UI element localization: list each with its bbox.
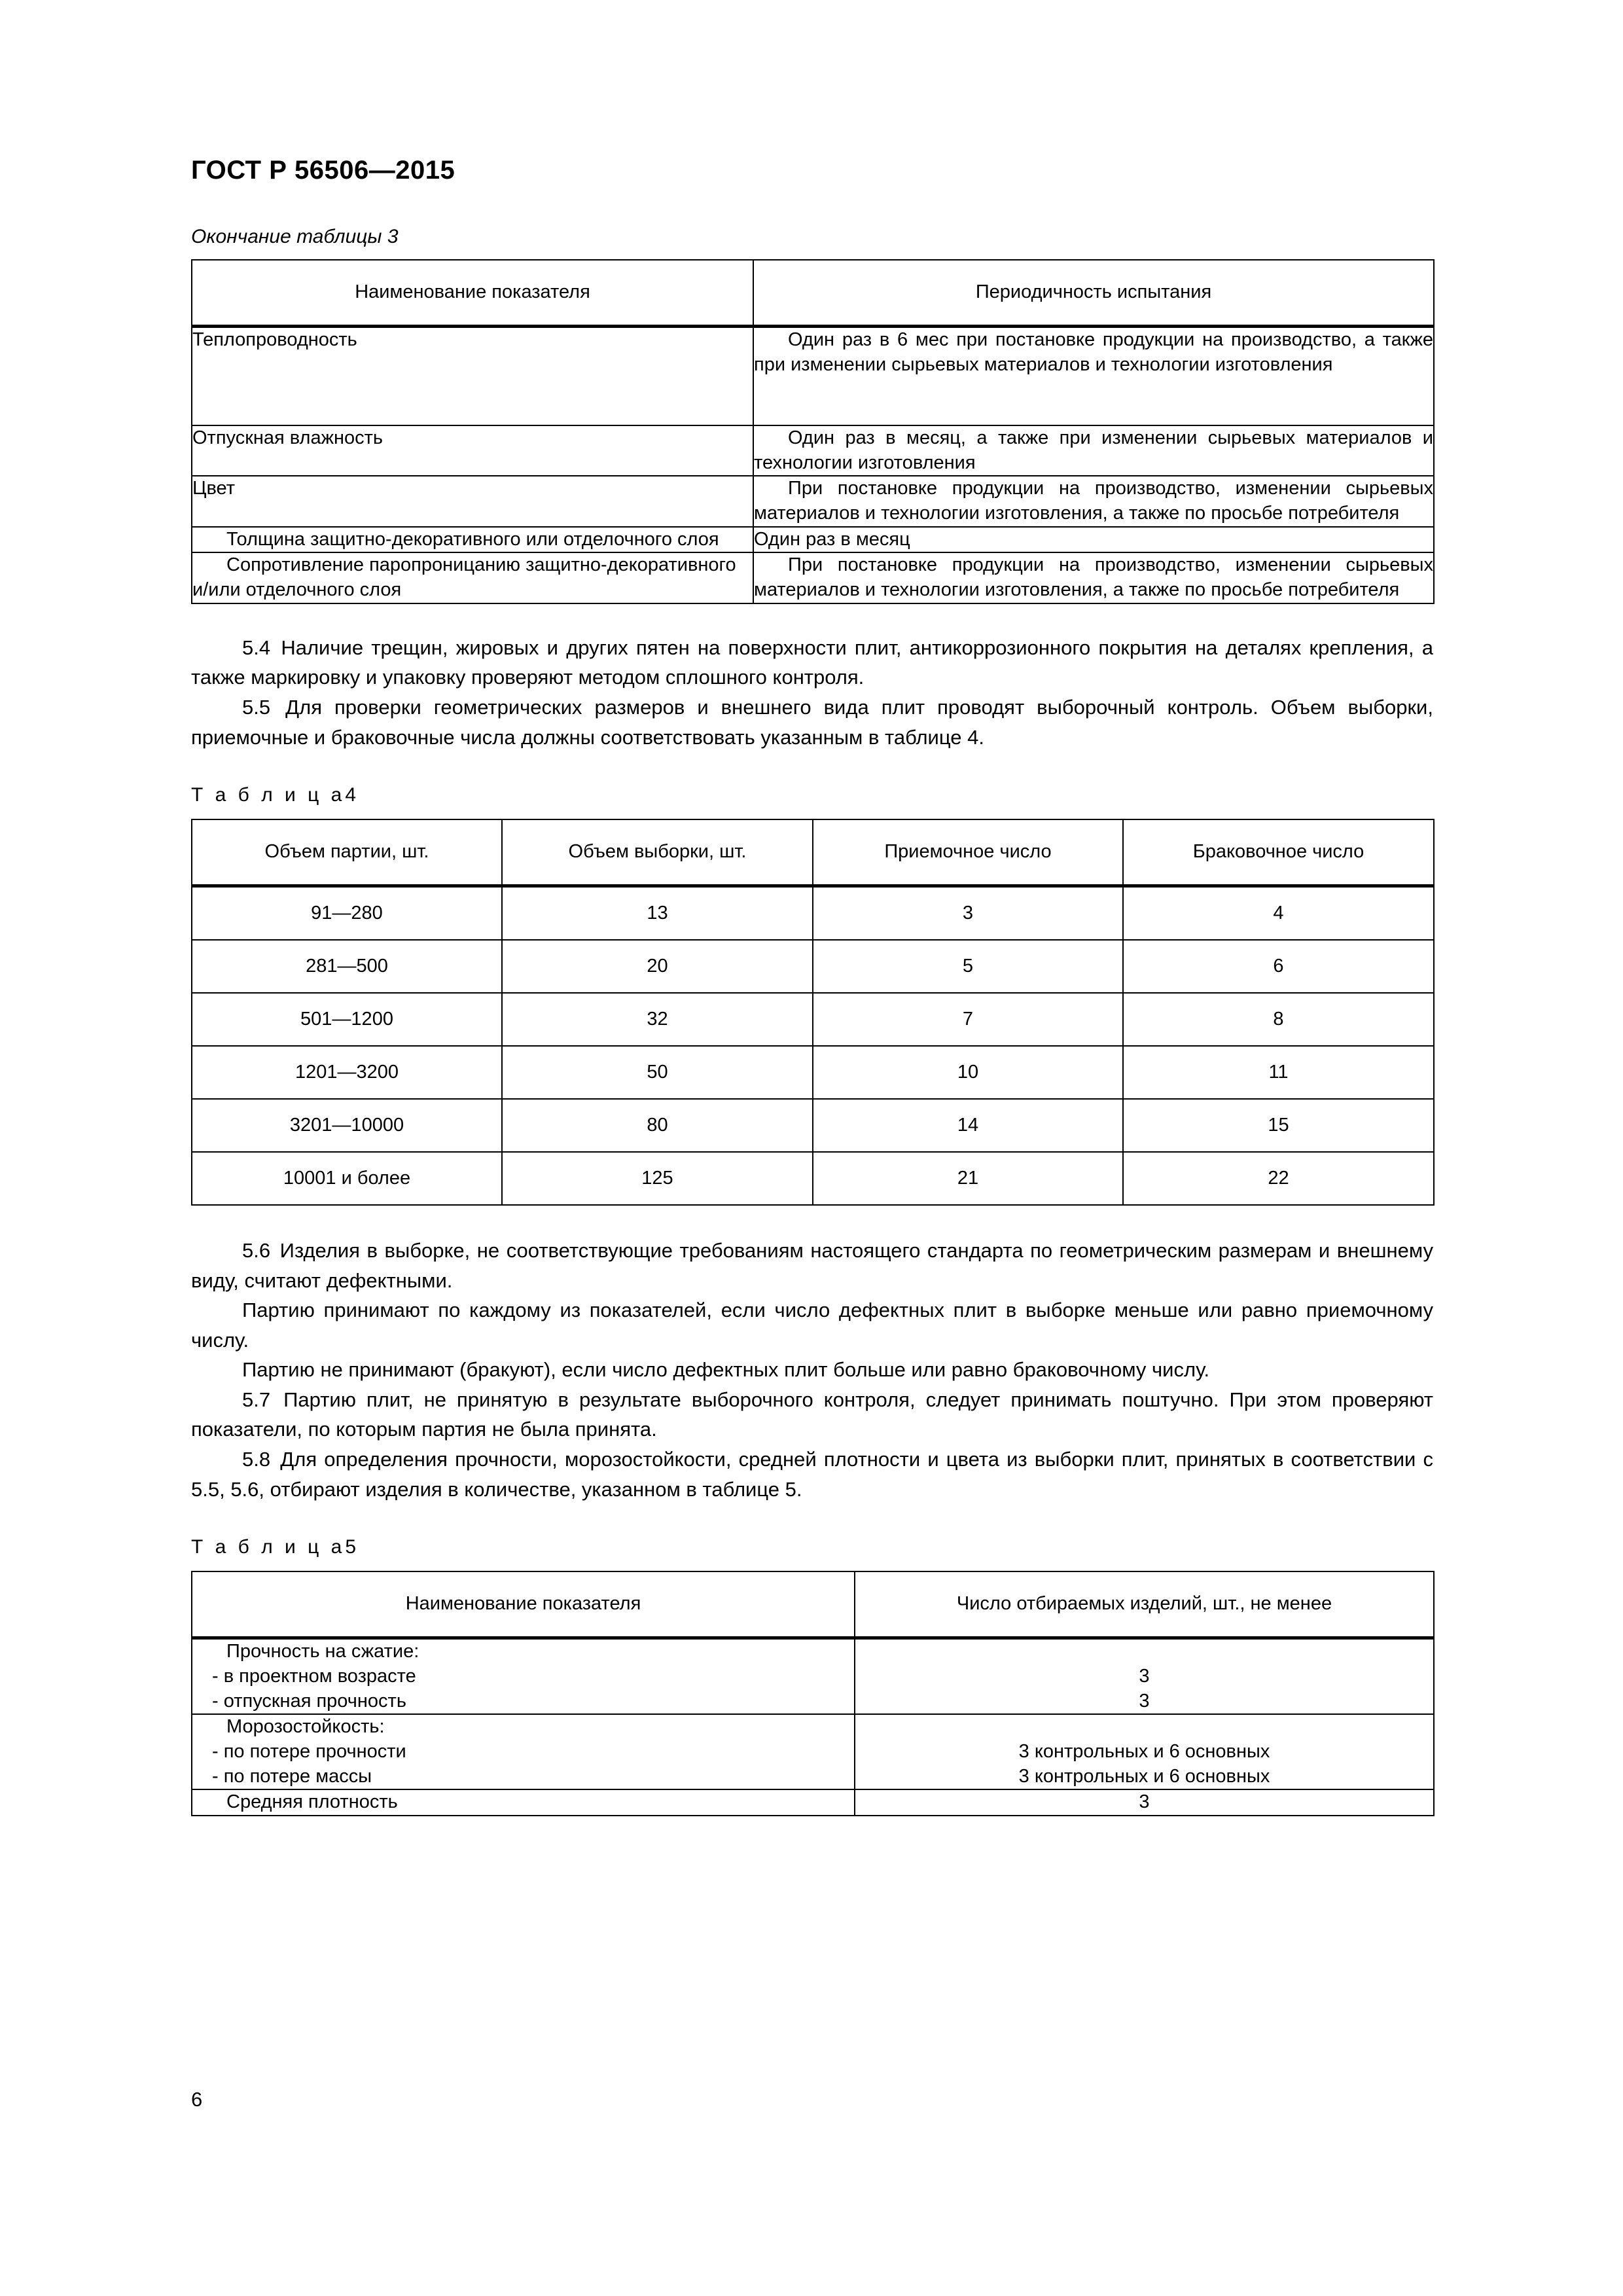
table4-cell: 14 [813, 1099, 1123, 1152]
table5-row-subitem: - по потере массы [212, 1765, 372, 1787]
table4-cell: 3201—10000 [192, 1099, 502, 1152]
paragraph-text: Партию не принимают (бракуют), если число дефектных плит больше или равно браковочному числу. [242, 1358, 1210, 1382]
table5-value: 3 [1139, 1665, 1150, 1687]
table3-cell-indicator: Цвет [192, 478, 235, 499]
table-row [192, 327, 1434, 426]
paragraph-number: 5.5 [242, 695, 271, 719]
table5-header-quantity: Число отбираемых изделий, шт., не менее [855, 1571, 1434, 1638]
table5-caption-label: Т а б л и ц а [191, 1536, 346, 1558]
table5-row-title: Средняя плотность [226, 1791, 398, 1813]
standard-number-header: ГОСТ Р 56506—2015 [191, 156, 455, 185]
paragraph-text: Наличие трещин, жировых и других пятен на поверхности плит, антикоррозионного покрытия на деталях крепления, а также маркировку и упаковку проверяют методом сплошного контроля. [191, 636, 1433, 689]
paragraph-text: Изделия в выборке, не соответствующие требованиям настоящего стандарта по геометрическим размерам и внешнему виду, считают дефектными. [191, 1239, 1433, 1292]
table4-cell: 6 [1123, 940, 1434, 993]
table-row [192, 1152, 1434, 1205]
paragraph-5-8 [191, 1444, 1433, 1504]
table4-cell: 8 [1123, 993, 1434, 1046]
table4-cell: 5 [813, 940, 1123, 993]
table5-row-subitem: - по потере прочности [212, 1740, 406, 1762]
table-row [192, 476, 1434, 526]
table5-value: 3 контрольных и 6 основных [1018, 1765, 1270, 1787]
table4-cell: 10001 и более [192, 1152, 502, 1205]
table3-cell-frequency: Один раз в месяц [754, 528, 910, 550]
paragraph-text: Для определения прочности, морозостойкости, средней плотности и цвета из выборки плит, принятых в соответствии с 5.5, 5.6, отбирают изделия в количестве, указанном в таблице 5. [191, 1448, 1433, 1501]
page-number: 6 [191, 2088, 203, 2111]
table4-caption-label: Т а б л и ц а [191, 784, 346, 806]
table-row [192, 1046, 1434, 1099]
table3-cell-frequency: При постановке продукции на производство, изменении сырьевых материалов и технологии изготовления, а также по просьбе потребителя [754, 478, 1433, 524]
table4-cell: 1201—3200 [192, 1046, 502, 1099]
table3-cell-indicator: Толщина защитно-декоративного или отделочного слоя [226, 528, 719, 550]
table-row [192, 1789, 1434, 1816]
table4-cell: 13 [502, 886, 813, 941]
table3-header-frequency: Периодичность испытания [753, 260, 1434, 327]
table-row [192, 552, 1434, 603]
table4-cell: 32 [502, 993, 813, 1046]
table4-cell: 10 [813, 1046, 1123, 1099]
table5-row-title: Морозостойкость: [226, 1716, 385, 1738]
table-row [192, 886, 1434, 941]
table4-cell: 7 [813, 993, 1123, 1046]
table-row [192, 527, 1434, 553]
paragraph-number: 5.6 [242, 1239, 271, 1263]
table-5 [191, 1571, 1435, 1816]
table4-cell: 80 [502, 1099, 813, 1152]
table4-cell: 15 [1123, 1099, 1434, 1152]
table-header-row [192, 819, 1434, 886]
table-row [192, 1714, 1434, 1789]
table-row [192, 940, 1434, 993]
table4-cell: 3 [813, 886, 1123, 941]
table-row [192, 425, 1434, 476]
table4-caption [191, 783, 1433, 807]
table-3-continued [191, 259, 1435, 604]
table3-cell-indicator: Отпускная влажность [192, 427, 383, 448]
table4-cell: 91—280 [192, 886, 502, 941]
table4-cell: 281—500 [192, 940, 502, 993]
table-header-row [192, 260, 1434, 327]
paragraph-number: 5.8 [242, 1448, 271, 1471]
table3-cell-frequency: Один раз в 6 мес при постановке продукции на производство, а также при изменении сырьевых материалов и технологии изготовления [754, 329, 1433, 375]
page-content [191, 0, 1433, 1816]
table4-cell: 4 [1123, 886, 1434, 941]
table4-cell: 11 [1123, 1046, 1434, 1099]
table5-row-title: Прочность на сжатие: [226, 1641, 419, 1662]
paragraph-number: 5.7 [242, 1388, 271, 1411]
table5-caption-number: 5 [345, 1536, 357, 1558]
table3-cell-indicator: Сопротивление паропроницанию защитно-декоративного и/или отделочного слоя [192, 554, 736, 601]
table5-caption [191, 1535, 1433, 1559]
paragraph-number: 5.4 [242, 636, 271, 659]
table-row [192, 993, 1434, 1046]
table4-header-sample-size: Объем выборки, шт. [502, 819, 813, 886]
table3-continuation-caption: Окончание таблицы 3 [191, 226, 399, 247]
paragraph-5-5 [191, 692, 1433, 752]
table3-cell-frequency: Один раз в месяц, а также при изменении сырьевых материалов и технологии изготовления [754, 427, 1433, 473]
table-row [192, 1099, 1434, 1152]
table4-cell: 22 [1123, 1152, 1434, 1205]
table4-cell: 501—1200 [192, 993, 502, 1046]
table5-header-indicator: Наименование показателя [192, 1571, 855, 1638]
table3-header-indicator: Наименование показателя [192, 260, 753, 327]
table4-caption-number: 4 [345, 784, 357, 806]
table4-cell: 21 [813, 1152, 1123, 1205]
table-row [192, 1638, 1434, 1715]
table5-value: 3 [1139, 1791, 1150, 1813]
table5-row-subitem: - отпускная прочность [212, 1690, 406, 1712]
paragraph-acceptance-rule [191, 1295, 1433, 1355]
table-header-row [192, 1571, 1434, 1638]
paragraph-text: Партию плит, не принятую в результате выборочного контроля, следует принимать поштучно. При этом проверяют показатели, по которым партия не была принята. [191, 1388, 1433, 1441]
paragraph-5-7 [191, 1385, 1433, 1444]
table4-header-accept-number: Приемочное число [813, 819, 1123, 886]
paragraph-text: Партию принимают по каждому из показателей, если число дефектных плит в выборке меньше или равно приемочному числу. [191, 1299, 1433, 1352]
paragraph-5-6 [191, 1236, 1433, 1295]
paragraph-text: Для проверки геометрических размеров и внешнего вида плит проводят выборочный контроль. Объем выборки, приемочные и браковочные числа должны соответствовать указанным в таблице 4. [191, 695, 1433, 749]
table4-header-reject-number: Браковочное число [1123, 819, 1434, 886]
paragraph-5-4 [191, 633, 1433, 692]
table4-header-lot-size: Объем партии, шт. [192, 819, 502, 886]
table4-cell: 50 [502, 1046, 813, 1099]
table5-value: 3 контрольных и 6 основных [1018, 1740, 1270, 1762]
table3-cell-frequency: При постановке продукции на производство, изменении сырьевых материалов и технологии изготовления, а также по просьбе потребителя [754, 554, 1433, 601]
table4-cell: 20 [502, 940, 813, 993]
table5-row-subitem: - в проектном возрасте [212, 1665, 416, 1687]
table4-cell: 125 [502, 1152, 813, 1205]
paragraph-rejection-rule [191, 1355, 1433, 1385]
table-4 [191, 819, 1435, 1206]
table3-cell-indicator: Теплопроводность [192, 329, 357, 350]
table5-value: 3 [1139, 1690, 1150, 1712]
